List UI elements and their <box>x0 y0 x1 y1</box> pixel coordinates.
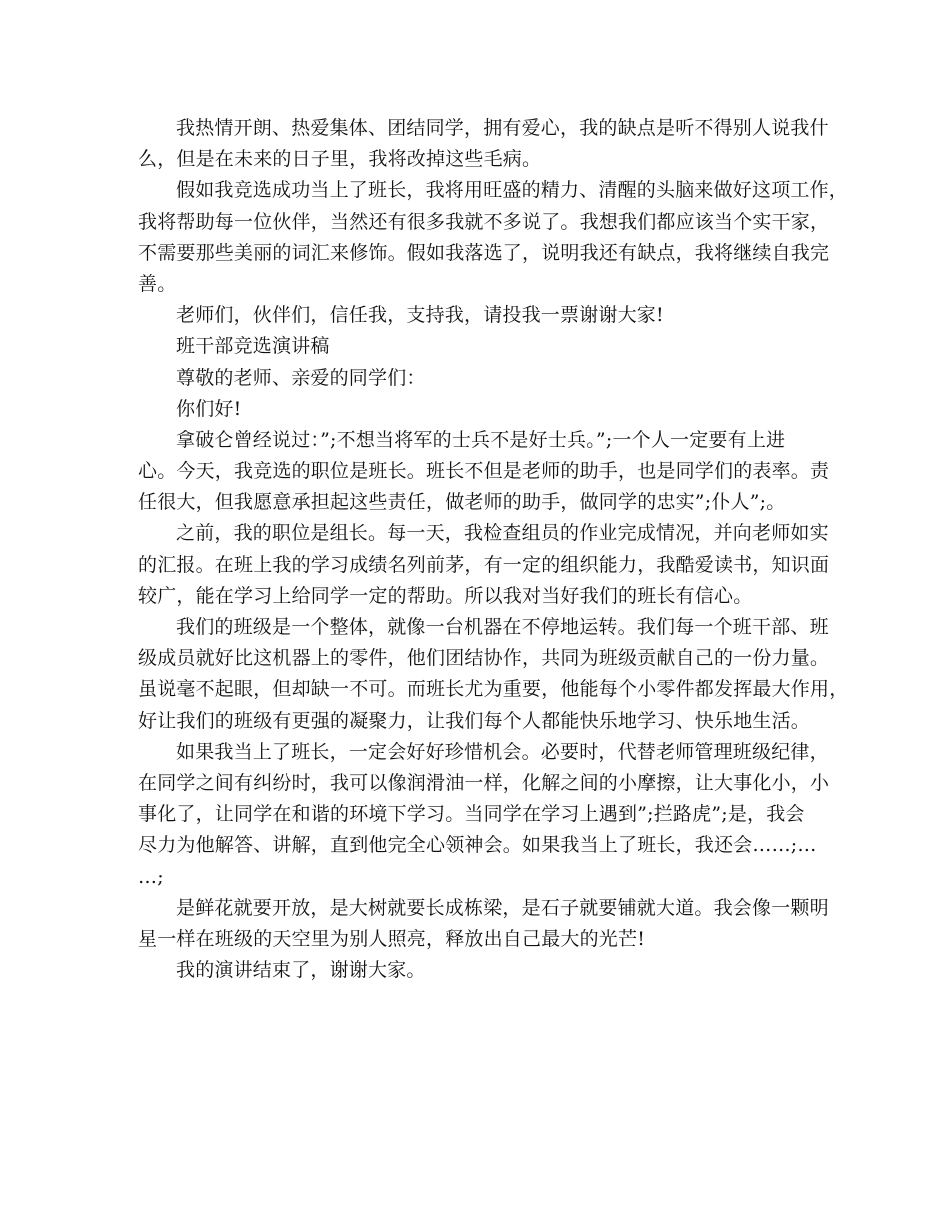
document-body <box>138 113 849 986</box>
text-line: 的汇报。在班上我的学习成绩名列前茅，有一定的组织能力，我酷爱读书，知识面 <box>138 553 830 576</box>
text-line: 善。 <box>138 272 177 295</box>
text-line: 心。今天，我竞选的职位是班长。班长不但是老师的助手，也是同学们的表率。责 <box>138 460 830 483</box>
text-line: 你们好! <box>176 397 242 420</box>
text-line: 之前，我的职位是组长。每一天，我检查组员的作业完成情况，并向老师如实 <box>176 522 829 545</box>
text-line: 不需要那些美丽的词汇来修饰。假如我落选了，说明我还有缺点，我将继续自我完 <box>138 241 830 264</box>
text-line: 星一样在班级的天空里为别人照亮，释放出自己最大的光芒! <box>138 927 646 950</box>
text-line: 我们的班级是一个整体，就像一台机器在不停地运转。我们每一个班干部、班 <box>176 616 829 638</box>
text-line: 是鲜花就要开放，是大树就要长成栋梁，是石子就要铺就大道。我会像一颗明 <box>176 896 829 919</box>
text-line: …; <box>138 865 164 888</box>
text-line: 我的演讲结束了，谢谢大家。 <box>176 959 426 982</box>
text-line: 尊敬的老师、亲爱的同学们： <box>176 366 426 389</box>
text-line: 老师们，伙伴们，信任我，支持我，请投我一票谢谢大家! <box>176 304 664 327</box>
text-line: 较广，能在学习上给同学一定的帮助。所以我对当好我们的班长有信心。 <box>138 584 753 607</box>
text-line: 班干部竞选演讲稿 <box>176 335 330 358</box>
text-line: 任很大，但我愿意承担起这些责任，做老师的助手，做同学的忠实”;仆人”;。 <box>138 491 786 514</box>
text-line: 事化了，让同学在和谐的环境下学习。当同学在学习上遇到”;拦路虎”;是，我会 <box>138 803 805 826</box>
text-line: 拿破仑曾经说过：”;不想当将军的士兵不是好士兵。”;一个人一定要有上进 <box>176 428 786 451</box>
text-line: 我热情开朗、热爱集体、团结同学，拥有爱心，我的缺点是听不得别人说我什 <box>176 117 829 139</box>
text-line: 在同学之间有纠纷时，我可以像润滑油一样，化解之间的小摩擦，让大事化小，小 <box>138 771 830 794</box>
text-line: 级成员就好比这机器上的零件，他们团结协作，共同为班级贡献自己的一份力量。 <box>138 647 830 670</box>
text-line: 么，但是在未来的日子里，我将改掉这些毛病。 <box>138 148 542 171</box>
text-line: 好让我们的班级有更强的凝聚力，让我们每个人都能快乐地学习、快乐地生活。 <box>138 709 811 732</box>
text-line: 假如我竞选成功当上了班长，我将用旺盛的精力、清醒的头脑来做好这项工作， <box>176 179 849 202</box>
text-line: 我将帮助每一位伙伴，当然还有很多我就不多说了。我想我们都应该当个实干家， <box>138 210 830 233</box>
text-line: 虽说毫不起眼，但却缺一不可。而班长尤为重要，他能每个小零件都发挥最大作用， <box>138 678 849 701</box>
text-line: 如果我当上了班长，一定会好好珍惜机会。必要时，代替老师管理班级纪律， <box>176 740 829 763</box>
text-line: 尽力为他解答、讲解，直到他完全心领神会。如果我当上了班长，我还会……;… <box>138 834 817 857</box>
